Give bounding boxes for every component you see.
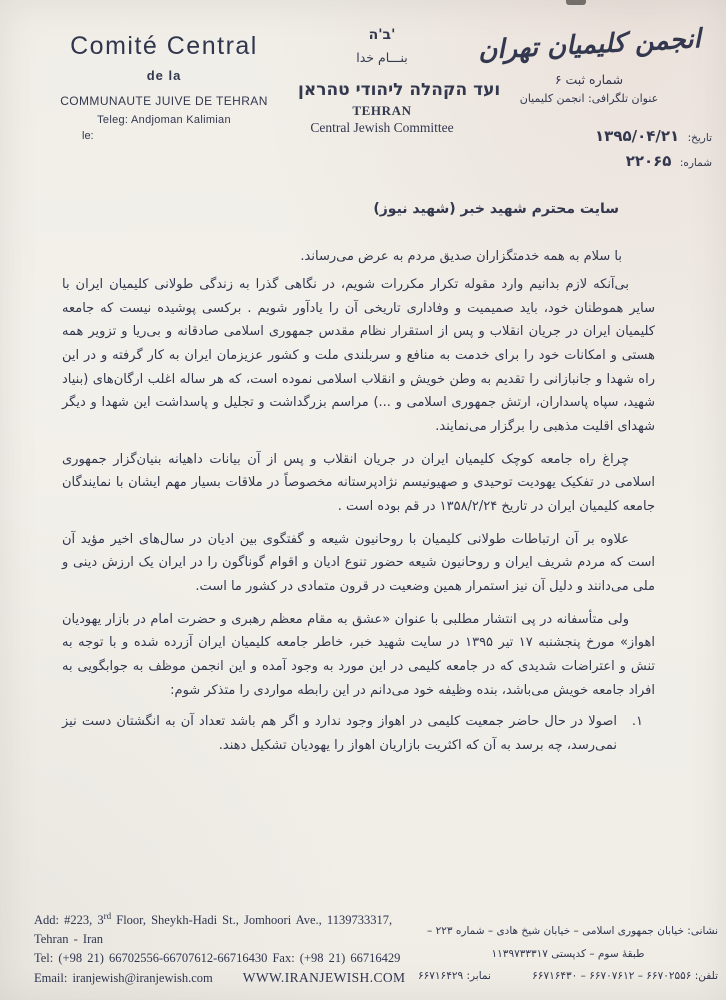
body-paragraph: ولی متأسفانه در پی انتشار مطلبی با عنوان «عشق به مقام معظم رهبری و حضرت امام در بازار یهودیان اهواز» مورخ پنجشنبه ۱۷ تیر ۱۳۹۵ در سایت شهید خبر، خاطر جامعه کلیمیان ایران آزرده شده و با توجه به تنش و اعتراضات شدیدی که در جامعه کلیمی در این مورد به وجود آمده و این انجمن موظف به جوابگویی به افراد جامعه خویش می‌باشد، بنده وظیفه خود می‌دانم در این رابطه مواردی را متذکر شوم: bbox=[62, 611, 655, 698]
footer-address-fa-line2: طبقهٔ سوم – کدپستی ۱۱۳۹۷۳۳۳۱۷ bbox=[491, 947, 645, 960]
city-name-english: TEHRAN bbox=[352, 103, 412, 118]
letterhead-french-block bbox=[30, 24, 298, 177]
footer-address-fa-line1: نشانی: خیابان جمهوری اسلامی – خیابان شیخ هادی – شماره ۲۲۳ – bbox=[427, 925, 718, 938]
letter-number-row bbox=[480, 152, 712, 170]
list-item-number: ۱. bbox=[631, 714, 643, 730]
letter-body bbox=[0, 201, 726, 757]
footer-telephone-fa: تلفن: ۶۶۷۰۲۵۵۶ – ۶۶۷۰۷۶۱۲ – ۶۶۷۱۶۴۳۰ bbox=[532, 970, 718, 983]
recipient-line: سایت محترم شهید خبر (شهید نیوز) bbox=[373, 201, 619, 217]
body-paragraph: بی‌آنکه لازم بدانیم وارد مقوله تکرار مکررات شویم، در نگاهی گذرا به زندگی طولانی کلیمیان ایران با سایر هموطنان خود، باید صمیمیت و وفاداری تاریخی آن را یادآور شویم . برکسی پوشیده نیست که جامعه کلیمیان ایران در جریان انقلاب و پس از استقرار نظام مقدس جمهوری اسلامی صادقانه و بی‌ریا و تزویر همه هستی و امکانات خود را برای خدمت به منافع و سربلندی ملت و کشور عزیزمان ایران به کار گرفته و در این راه شهدا و جانبازانی را تقدیم به وطن خویش و انقلاب اسلامی نموده است، که هر ساله اغلب ارگان‌های (بنیاد شهید، سپاه پاسداران، ارتش جمهوری اسلامی و ...) مراسم بزرگداشت و تجلیل و پاسداشت این شهدا و دیگر شهدای اقلیت مذهبی را برگزار می‌نمایند. bbox=[62, 277, 655, 434]
org-name-persian-calligraphy: انجمن کلیمیان تهران bbox=[476, 24, 702, 66]
letter-footer bbox=[0, 910, 726, 988]
salutation-line: با سلام به همه خدمتگزاران صدیق مردم به عرض می‌رساند. bbox=[300, 249, 622, 264]
org-name-english: Central Jewish Committee bbox=[310, 120, 454, 135]
number-label: شماره: bbox=[679, 157, 712, 169]
hebrew-bh-abbreviation: ב'ה' bbox=[368, 27, 396, 43]
footer-address-en bbox=[34, 910, 406, 930]
footer-tel-fax-fa bbox=[418, 965, 718, 988]
scan-artifact-mark bbox=[566, 0, 586, 5]
letterhead bbox=[0, 0, 726, 177]
footer-address-en-part2: Floor, Sheykh-Hadi St., Jomhoori Ave., 1139733317, bbox=[111, 913, 393, 928]
footer-address-en-part1: Add: #223, 3 bbox=[34, 913, 104, 928]
footer-persian-block bbox=[418, 920, 718, 988]
numbered-list-item bbox=[62, 710, 655, 757]
org-subtitle-french: de la bbox=[146, 68, 182, 83]
footer-english-block bbox=[34, 910, 406, 988]
org-title-french: Comité Central bbox=[70, 32, 258, 60]
footer-tel-fax-en: Tel: (+98 21) 66702556-66707612-66716430 Fax: (+98 21) 66716429 bbox=[34, 951, 401, 965]
footer-website: WWW.IRANJEWISH.COM bbox=[242, 969, 406, 985]
ordinal-suffix: rd bbox=[103, 911, 112, 922]
org-name-hebrew: ועד הקהלה ליהודי טהראן bbox=[298, 80, 501, 100]
footer-email: Email: iranjewish@iranjewish.com bbox=[34, 970, 213, 985]
body-paragraph: چراغ راه جامعه کوچک کلیمیان ایران در جریان انقلاب و پس از آن بیانات داهیانه بنیان‌گزار جمهوری اسلامی در تفکیک یهودیت توحیدی و صهیونیسم نژادپرستانه مخصوصاً در ملاقات بسیار مهم ایشان با نمایندگان جامعه کلیمیان ایران در تاریخ ۱۳۵۸/۲/۲۴ در قم بوده است . bbox=[62, 451, 655, 514]
body-paragraph: علاوه بر آن ارتباطات طولانی کلیمیان با روحانیون شیعه و گفتگوی بین ادیان در سال‌های اخیر مؤید آن است که مردم شریف ایران و روحانیون شیعه حضور تنوع ادیان و اقوام گوناگون را در ایران یک ارزش دینی و ملی می‌دانند و دلیل آن نیز استمرار همین وضعیت در قرون متمادی در کشور ما است. bbox=[62, 531, 655, 594]
date-label: تاریخ: bbox=[687, 132, 712, 144]
footer-city-en: Tehran - Iran bbox=[34, 932, 104, 947]
number-value-handwritten: ۲۲۰۶۵ bbox=[625, 152, 672, 170]
registration-number: شماره ثبت ۶ bbox=[554, 72, 624, 87]
telegraph-label-en: Teleg: Andjoman Kalimian bbox=[97, 114, 231, 126]
date-value-handwritten: ۱۳۹۵/۰۴/۲۱ bbox=[595, 127, 680, 145]
list-item-text: اصولا در حال حاضر جمعیت کلیمی در اهواز وجود ندارد و اگر هم باشد تعداد آن به انگشتان دست نیز نمی‌رسد، چه برسد به آن که اکثریت بازاریان اهواز را یهودیان تشکیل دهند. bbox=[62, 714, 617, 753]
date-label-french: le: bbox=[82, 130, 94, 142]
letterhead-center-block bbox=[298, 24, 501, 177]
in-the-name-of-god-text: بنـــام خدا bbox=[356, 50, 408, 65]
footer-fax-fa: نمابر: ۶۶۷۱۶۴۲۹ bbox=[418, 970, 491, 983]
telegraph-label-persian: عنوان تلگرافی: انجمن کلیمیان bbox=[519, 92, 659, 105]
letter-meta bbox=[466, 127, 712, 170]
letterhead-persian-block bbox=[466, 24, 712, 177]
letter-date-row bbox=[480, 127, 712, 145]
org-name-french: COMMUNAUTE JUIVE DE TEHRAN bbox=[60, 94, 268, 108]
footer-contact-row bbox=[34, 968, 406, 988]
